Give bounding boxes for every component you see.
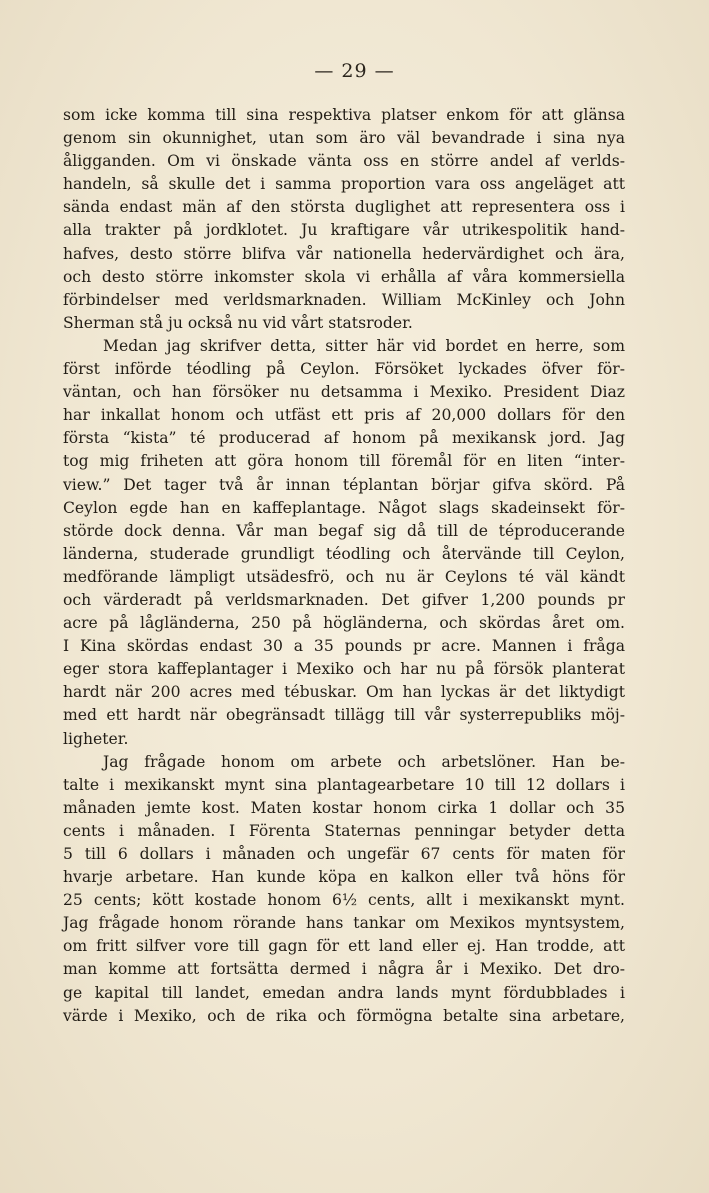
text-line: hvarje arbetare. Han kunde köpa en kalkon eller två höns för <box>63 868 625 887</box>
text-line: länderna, studerade grundligt téodling och återvände till Ceylon, <box>63 544 625 563</box>
text-line: sända endast män af den största duglighet att representera oss i <box>63 198 625 217</box>
text-line: värde i Mexiko, och de rika och förmögna betalte sina arbetare, <box>63 1006 625 1025</box>
text-line: första “kista” té producerad af honom på mexikansk jord. Jag <box>63 429 625 448</box>
text-line: genom sin okunnighet, utan som äro väl bevandrade i sina nya <box>63 129 625 148</box>
text-line: med ett hardt när obegränsadt tillägg till vår systerrepubliks möj- <box>63 706 625 725</box>
text-line: 5 till 6 dollars i månaden och ungefär 67 cents för maten för <box>63 845 625 863</box>
text-line: störde dock denna. Vår man begaf sig då till de téproducerande <box>63 521 625 540</box>
text-line: och desto större inkomster skola vi erhålla af våra kommersiella <box>63 267 625 286</box>
text-line: har inkallat honom och utfäst ett pris af 20,000 dollars för den <box>63 406 625 425</box>
text-line: Ceylon egde han en kaffeplantage. Något slags skadeinsekt för- <box>63 498 625 517</box>
text-line: view.” Det tager två år innan téplantan börjar gifva skörd. På <box>63 475 625 494</box>
text-line: medförande lämpligt utsädesfrö, och nu är Ceylons té väl kändt <box>63 567 625 586</box>
body-text <box>63 104 625 1028</box>
text-line: cents i månaden. I Förenta Staternas penningar betyder detta <box>63 821 625 840</box>
text-line: tog mig friheten att göra honom till föremål för en liten “inter- <box>63 452 625 471</box>
text-line: 25 cents; kött kostade honom 6½ cents, allt i mexikanskt mynt. <box>63 891 625 910</box>
text-line: talte i mexikanskt mynt sina plantagearbetare 10 till 12 dollars i <box>63 775 625 794</box>
text-line: först införde téodling på Ceylon. Försöket lyckades öfver för- <box>63 360 625 379</box>
text-line: hardt när 200 acres med tébuskar. Om han lyckas är det liktydigt <box>63 683 625 702</box>
text-line: om fritt silfver vore till gagn för ett land eller ej. Han trodde, att <box>63 937 625 956</box>
text-line: acre på lågländerna, 250 på högländerna, och skördas året om. <box>63 614 625 633</box>
text-line: ge kapital till landet, emedan andra lands mynt fördubblades i <box>63 983 625 1002</box>
text-line: månaden jemte kost. Maten kostar honom cirka 1 dollar och 35 <box>63 798 625 817</box>
text-line: man komme att fortsätta dermed i några år i Mexiko. Det dro- <box>63 960 625 979</box>
text-line: väntan, och han försöker nu detsamma i Mexiko. President Diaz <box>63 383 625 402</box>
text-line: Sherman stå ju också nu vid vårt statsroder. <box>63 313 413 332</box>
text-line: alla trakter på jordklotet. Ju kraftigare vår utrikespolitik hand- <box>63 221 625 240</box>
text-line: förbindelser med verldsmarknaden. William McKinley och John <box>63 290 625 309</box>
text-line: som icke komma till sina respektiva platser enkom för att glänsa <box>63 106 625 124</box>
text-line: eger stora kaffeplantager i Mexiko och har nu på försök planterat <box>63 660 625 679</box>
text-line: Jag frågade honom rörande hans tankar om Mexikos myntsystem, <box>63 914 625 933</box>
text-line: och värderadt på verldsmarknaden. Det gifver 1,200 pounds pr <box>63 590 625 609</box>
text-line: hafves, desto större blifva vår nationella hedervärdighet och ära, <box>63 244 625 263</box>
text-line: åligganden. Om vi önskade vänta oss en större andel af verlds- <box>63 152 625 171</box>
page-number: — 29 — <box>314 60 395 82</box>
text-line: Medan jag skrifver detta, sitter här vid bordet en herre, som <box>103 336 625 355</box>
text-line: ligheter. <box>63 729 129 748</box>
text-line: Jag frågade honom om arbete och arbetslöner. Han be- <box>103 752 625 771</box>
text-line: I Kina skördas endast 30 a 35 pounds pr acre. Mannen i fråga <box>63 637 625 656</box>
text-line: handeln, så skulle det i samma proportion vara oss angeläget att <box>63 175 625 194</box>
